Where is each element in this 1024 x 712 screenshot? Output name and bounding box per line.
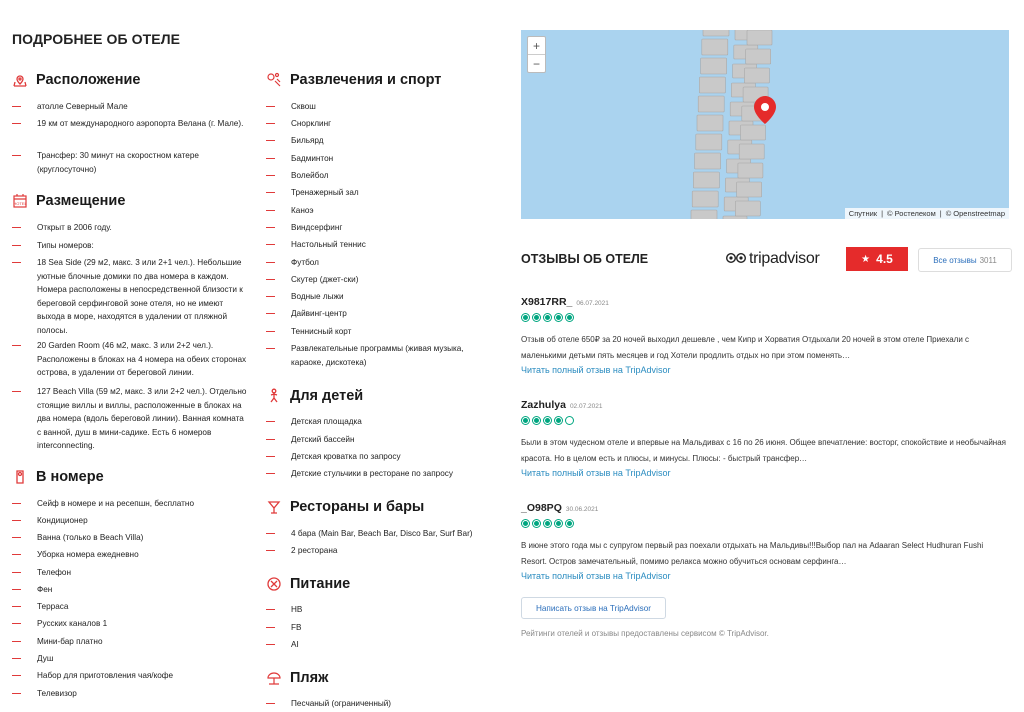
- list-item: [12, 635, 250, 649]
- reviews-title: ОТЗЫВЫ ОБ ОТЕЛЕ: [521, 252, 649, 266]
- dash-marker: [266, 644, 275, 645]
- section-title: Пляж: [290, 670, 329, 686]
- review-text: Были в этом чудесном отеле и впервые на Мальдивах с 16 по 26 июня. Общее впечатление: восторг, спокойствие и необычайная красота. Но в целом есть и плюсы, и минусы. Плюсы: - быстрый трансфер…: [521, 438, 1006, 463]
- list-item-text: Детская кроватка по запросу: [291, 452, 401, 461]
- read-full-review-link[interactable]: Читать полный отзыв на TripAdvisor: [521, 468, 671, 478]
- review-text: В июне этого года мы с супругом первый раз поехали отдыхать на Мальдивы!!!Выбор пал на Adaaran Select Hudhuran Fushi Resort. Остров замечательный, помимо релакса можно обучиться основам серфинга…: [521, 541, 984, 566]
- list-item: [266, 186, 494, 200]
- list-item-text: Детская площадка: [291, 417, 362, 426]
- dash-marker: [266, 550, 275, 551]
- list-item: [266, 467, 494, 481]
- list-item-text: FB: [291, 623, 302, 632]
- dash-marker: [12, 693, 21, 694]
- list-item: [266, 238, 494, 252]
- list-item: [266, 433, 494, 447]
- section-title: Расположение: [36, 72, 141, 88]
- dash-marker: [266, 106, 275, 107]
- map-pin-icon[interactable]: [754, 96, 776, 124]
- section-header-in_room: [12, 467, 104, 487]
- list-item: [12, 221, 250, 235]
- list-item: [266, 204, 494, 218]
- dash-marker: [12, 391, 21, 392]
- section-title: Питание: [290, 576, 351, 592]
- list-item: [266, 527, 494, 541]
- review-author[interactable]: Zazhulya: [521, 399, 566, 411]
- dash-marker: [266, 140, 275, 141]
- list-item-text: Терраса: [37, 602, 69, 611]
- list-item: [12, 239, 250, 253]
- list-item-text: Уборка номера ежедневно: [37, 550, 139, 559]
- list-item-text: Скутер (джет-ски): [291, 275, 359, 284]
- rating-bubble-icon: [532, 519, 541, 528]
- list-item-text: Детский бассейн: [291, 435, 355, 444]
- section-title: Развлечения и спорт: [290, 72, 442, 88]
- rating-bubble-icon: [554, 416, 563, 425]
- dash-marker: [266, 313, 275, 314]
- zoom-in-button[interactable]: +: [532, 38, 540, 53]
- list-item-text: Футбол: [291, 258, 319, 267]
- list-item: [12, 531, 250, 545]
- list-item-text: Детские стульчики в ресторане по запросу: [291, 469, 453, 478]
- section-header-accommodation: [12, 191, 125, 211]
- rating-bubble-icon: [565, 416, 574, 425]
- list-item: [266, 221, 494, 235]
- dash-marker: [12, 572, 21, 573]
- dash-marker: [12, 262, 21, 263]
- dash-marker: [266, 331, 275, 332]
- list-item: [266, 342, 494, 369]
- list-item: [266, 256, 494, 270]
- map-zoom-control: [527, 36, 546, 73]
- all-reviews-label: Все отзывы: [933, 255, 977, 265]
- dash-marker: [12, 623, 21, 624]
- dash-marker: [266, 296, 275, 297]
- all-reviews-count: 3011: [979, 255, 997, 265]
- list-item-text: Телевизор: [37, 689, 77, 698]
- read-full-review-link[interactable]: Читать полный отзыв на TripAdvisor: [521, 571, 671, 581]
- tripadvisor-owl-icon: [726, 251, 746, 267]
- list-item-text: Песчаный (ограниченный): [291, 699, 392, 708]
- list-item-text: HB: [291, 605, 303, 614]
- dash-marker: [12, 345, 21, 346]
- powered-by-note: Рейтинги отелей и отзывы предоставлены сервисом © TripAdvisor.: [521, 629, 769, 638]
- list-item: [266, 307, 494, 321]
- write-review-button[interactable]: Написать отзыв на TripAdvisor: [521, 597, 666, 619]
- review-card: [521, 395, 1011, 479]
- list-item: [12, 548, 250, 562]
- zoom-out-button[interactable]: −: [528, 54, 545, 72]
- dash-marker: [12, 537, 21, 538]
- tripadvisor-wordmark: tripadvisor: [749, 250, 820, 267]
- rating-bubble-icon: [543, 416, 552, 425]
- dash-marker: [12, 123, 21, 124]
- list-item: [266, 450, 494, 464]
- list-item: [266, 169, 494, 183]
- review-rating: [521, 313, 1011, 322]
- list-item-text: 4 бара (Main Bar, Beach Bar, Disco Bar, Surf Bar): [291, 529, 473, 538]
- svg-text:HOTEL: HOTEL: [13, 201, 27, 206]
- section-header-entertainment: [266, 70, 441, 90]
- rating-bubble-icon: [521, 313, 530, 322]
- list-item: [12, 339, 250, 380]
- section-title: Размещение: [36, 193, 126, 209]
- list-item: [266, 638, 494, 652]
- list-item: [266, 325, 494, 339]
- door-hanger-icon: [12, 469, 28, 485]
- list-item: [12, 149, 250, 176]
- dash-marker: [266, 227, 275, 228]
- attribution-osm[interactable]: © Openstreetmap: [945, 209, 1005, 218]
- list-item-text: 18 Sea Side (29 м2, макс. 3 или 2+1 чел.). Небольшие уютные блочные домики по два номера в каждом. Номера расположены в непосредственной близости к береговой серфинговой зоне отеля, но не имеют выхода в море, находятся в удалении от пляжной полосы.: [37, 258, 243, 335]
- rating-bubble-icon: [543, 519, 552, 528]
- dash-marker: [12, 658, 21, 659]
- list-item: [266, 544, 494, 558]
- location-icon: [12, 72, 28, 88]
- list-item-text: Открыт в 2006 году.: [37, 223, 112, 232]
- rating-bubble-icon: [532, 313, 541, 322]
- dash-marker: [266, 244, 275, 245]
- list-item-text: Тренажерный зал: [291, 188, 359, 197]
- list-item: [12, 117, 250, 131]
- list-item-text: AI: [291, 640, 299, 649]
- map-satellite-tiles: [521, 30, 1009, 219]
- list-item: [12, 617, 250, 631]
- review-rating: [521, 519, 1011, 528]
- dash-marker: [266, 703, 275, 704]
- dash-marker: [266, 279, 275, 280]
- dash-marker: [266, 533, 275, 534]
- list-item-text: 20 Garden Room (46 м2, макс. 3 или 2+2 чел.). Расположены в блоках на 4 номера на обеих сторонах острова, в удалении от береговой линии.: [37, 341, 247, 377]
- review-date: 02.07.2021: [569, 403, 603, 410]
- list-item-text: 19 км от международного аэропорта Велана (г. Мале).: [37, 119, 244, 128]
- attribution-rostelecom[interactable]: © Ростелеком: [887, 209, 936, 218]
- dash-marker: [12, 589, 21, 590]
- list-item-text: Сквош: [291, 102, 316, 111]
- attribution-separator: |: [881, 209, 884, 218]
- list-item-text: Мини-бар платно: [37, 637, 103, 646]
- dash-marker: [12, 675, 21, 676]
- dash-marker: [12, 106, 21, 107]
- list-item: [12, 583, 250, 597]
- list-item-text: Сейф в номере и на ресепшн, бесплатно: [37, 499, 194, 508]
- list-item-text: Кондиционер: [37, 516, 88, 525]
- list-item-text: Фен: [37, 585, 53, 594]
- rating-bubble-icon: [554, 519, 563, 528]
- dash-marker: [266, 348, 275, 349]
- list-item: [266, 697, 494, 711]
- cocktail-icon: [266, 499, 282, 515]
- attribution-satellite[interactable]: Спутник: [848, 209, 878, 218]
- dash-marker: [266, 262, 275, 263]
- list-item: [12, 385, 250, 453]
- list-item: [12, 497, 250, 511]
- list-item-text: Русских каналов 1: [37, 619, 108, 628]
- dash-marker: [266, 158, 275, 159]
- section-title: Рестораны и бары: [290, 499, 425, 515]
- list-item: [266, 100, 494, 114]
- review-date: 30.06.2021: [565, 506, 599, 513]
- list-item-text: Бильярд: [291, 136, 324, 145]
- list-item: [12, 256, 250, 337]
- list-item: [266, 290, 494, 304]
- beach-umbrella-icon: [266, 670, 282, 686]
- sports-icon: [266, 72, 282, 88]
- list-item-text: 127 Beach Villa (59 м2, макс. 3 или 2+2 чел.). Отдельно стоящие виллы и виллы, расположенные в блоках на два номера (вдоль береговой линии). Ванная комната с ванной, душ в мини-садике. Есть 6 номеров interconnecting.: [37, 387, 247, 450]
- list-item: [12, 600, 250, 614]
- list-item: [12, 100, 250, 114]
- dash-marker: [266, 473, 275, 474]
- review-text: Отзыв об отеле 650₽ за 20 ночей выходил дешевле , чем Кипр и Хорватия Отдыхали 20 ночей в этом отеле Приехали с маленькими детьми пять месяцев и год Хотели продлить отдых но при этом поменять…: [521, 335, 970, 360]
- dash-marker: [266, 175, 275, 176]
- review-author[interactable]: _O98PQ: [521, 502, 562, 514]
- list-item: [266, 273, 494, 287]
- dash-marker: [266, 627, 275, 628]
- dash-marker: [266, 609, 275, 610]
- hotel-icon: [12, 193, 28, 209]
- list-item: [12, 514, 250, 528]
- list-item-text: Бадминтон: [291, 154, 334, 163]
- list-item-text: Виндсерфинг: [291, 223, 343, 232]
- list-item: [12, 687, 250, 701]
- section-header-food: [266, 574, 350, 594]
- map-attribution: [845, 208, 1009, 219]
- rating-bubble-icon: [565, 519, 574, 528]
- read-full-review-link[interactable]: Читать полный отзыв на TripAdvisor: [521, 365, 671, 375]
- review-header: [521, 498, 1011, 516]
- review-card: [521, 292, 1011, 376]
- list-item: [12, 652, 250, 666]
- cutlery-icon: [266, 576, 282, 592]
- tripadvisor-logo: [726, 250, 820, 268]
- dash-marker: [266, 456, 275, 457]
- list-item: [266, 152, 494, 166]
- rating-badge: [846, 247, 908, 271]
- rating-bubble-icon: [521, 416, 530, 425]
- list-item-text: Каноэ: [291, 206, 314, 215]
- rating-bubble-icon: [565, 313, 574, 322]
- review-date: 06.07.2021: [576, 300, 609, 307]
- star-icon: ★: [861, 253, 871, 265]
- list-item: [266, 415, 494, 429]
- child-icon: [266, 388, 282, 404]
- list-item-text: атолле Северный Мале: [37, 102, 128, 111]
- dash-marker: [266, 192, 275, 193]
- dash-marker: [12, 554, 21, 555]
- list-item-text: Снорклинг: [291, 119, 332, 128]
- list-item-text: Волейбол: [291, 171, 329, 180]
- dash-marker: [266, 123, 275, 124]
- rating-bubble-icon: [543, 313, 552, 322]
- review-card: [521, 498, 1011, 582]
- list-item: [266, 117, 494, 131]
- review-header: [521, 395, 1011, 413]
- list-item-text: Набор для приготовления чая/кофе: [37, 671, 174, 680]
- list-item-text: Телефон: [37, 568, 71, 577]
- list-item: [266, 603, 494, 617]
- list-item: [12, 669, 250, 683]
- dash-marker: [12, 641, 21, 642]
- list-item: [266, 621, 494, 635]
- attribution-separator: |: [939, 209, 942, 218]
- list-item-text: Ванна (только в Beach Villa): [37, 533, 144, 542]
- dash-marker: [266, 210, 275, 211]
- dash-marker: [12, 227, 21, 228]
- dash-marker: [12, 520, 21, 521]
- hotel-map[interactable]: [521, 30, 1009, 219]
- list-item-text: 2 ресторана: [291, 546, 338, 555]
- rating-value: 4.5: [876, 252, 893, 266]
- section-header-beach: [266, 668, 328, 688]
- list-item: [12, 566, 250, 580]
- dash-marker: [266, 439, 275, 440]
- list-item-text: Водные лыжи: [291, 292, 344, 301]
- rating-bubble-icon: [521, 519, 530, 528]
- section-title: В номере: [36, 469, 104, 485]
- page-title: ПОДРОБНЕЕ ОБ ОТЕЛЕ: [12, 31, 181, 47]
- list-item-text: Дайвинг-центр: [291, 309, 347, 318]
- list-item-text: Типы номеров:: [37, 241, 94, 250]
- dash-marker: [12, 503, 21, 504]
- dash-marker: [12, 606, 21, 607]
- rating-bubble-icon: [532, 416, 541, 425]
- all-reviews-button[interactable]: [918, 248, 1012, 272]
- review-author[interactable]: X9817RR_: [521, 296, 573, 308]
- list-item-text: Теннисный корт: [291, 327, 352, 336]
- list-item-text: Душ: [37, 654, 54, 663]
- review-header: [521, 292, 1011, 310]
- list-item-text: Трансфер: 30 минут на скоростном катере (круглосуточно): [37, 151, 199, 174]
- review-rating: [521, 416, 1011, 425]
- rating-bubble-icon: [554, 313, 563, 322]
- dash-marker: [266, 421, 275, 422]
- section-header-location: [12, 70, 140, 90]
- list-item: [266, 134, 494, 148]
- section-header-restaurants: [266, 497, 424, 517]
- section-header-kids: [266, 386, 363, 406]
- list-item-text: Настольный теннис: [291, 240, 366, 249]
- dash-marker: [12, 245, 21, 246]
- section-title: Для детей: [290, 388, 364, 404]
- dash-marker: [12, 155, 21, 156]
- list-item-text: Развлекательные программы (живая музыка, караоке, дискотека): [291, 344, 464, 367]
